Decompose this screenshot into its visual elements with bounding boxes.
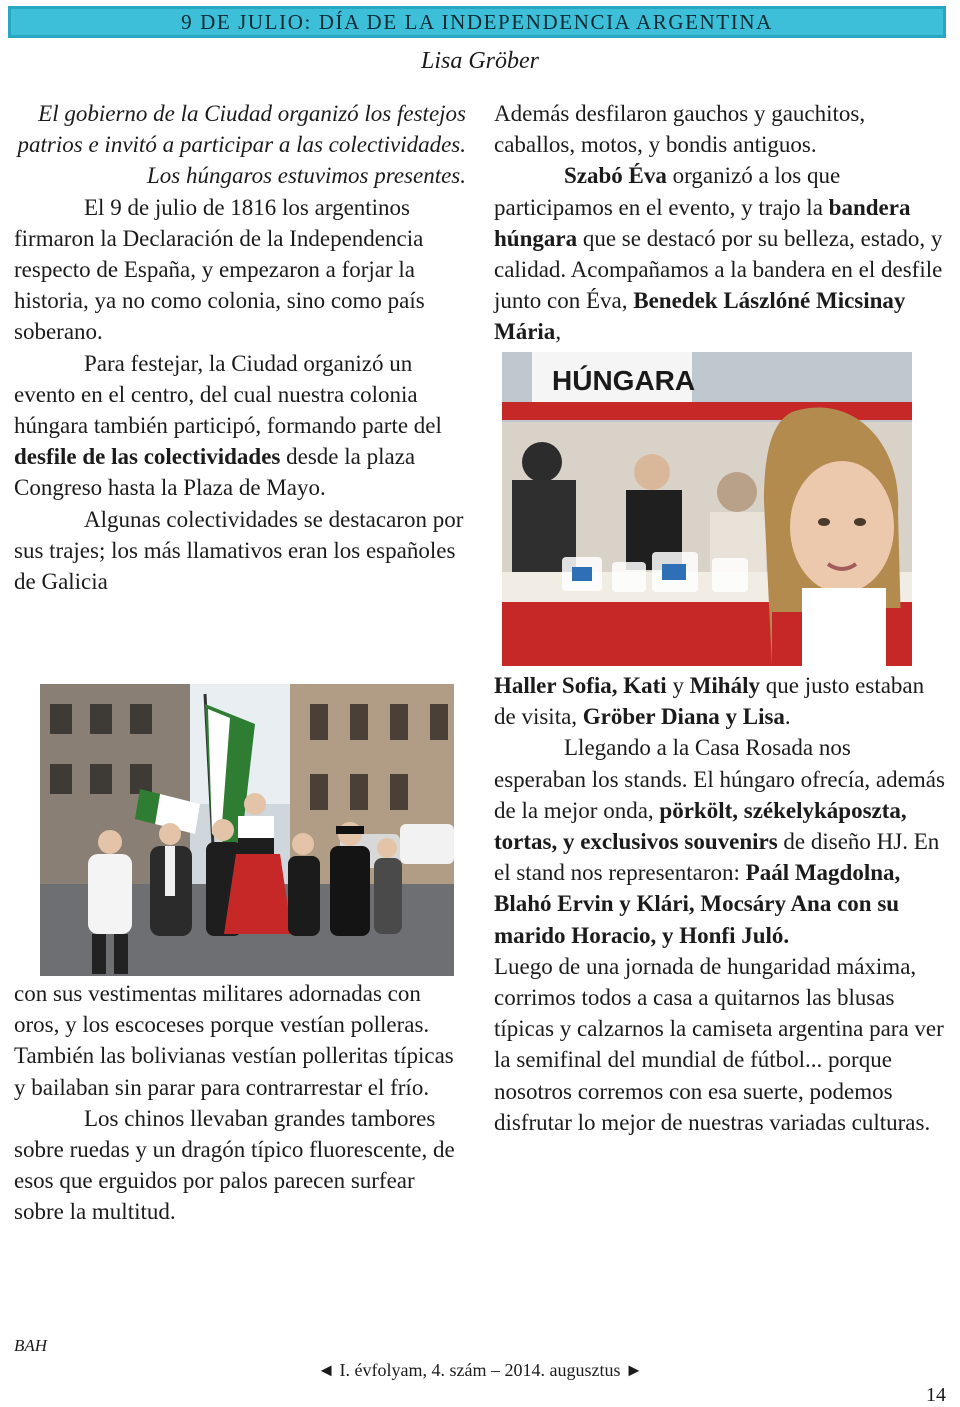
paragraph-stands: Llegando a la Casa Rosada nos esperaban los stands. El húngaro ofrecía, además de la mejor onda, pörkölt, székelykáposzta, tortas, y exclusivos souvenirs de diseño HJ. En el stand nos representaron: Paál Magdolna, Blahó Ervin y Klári, Mocsáry Ana con su marido Horacio, y Honfi Juló. [494, 735, 945, 948]
paragraph-dragon: Los chinos llevaban grandes tambores sobre ruedas y un dragón típico fluorescente, de esos que erguidos por palos parecen surfear sobre la multitud. [14, 1105, 455, 1225]
paragraph-celebration: Para festejar, la Ciudad organizó un evento en el centro, del cual nuestra colonia húngara también participó, formando parte del desfile de las colectividades desde la plaza Congreso hasta la Plaza de Mayo. [14, 350, 442, 501]
paragraph-closing: Luego de una jornada de hungaridad máxima, corrimos todos a casa a quitarnos las blusas típicas y calzarnos la camiseta argentina para ver la semifinal del mundial de fútbol... porque nosotros corremos con esa suerte, podemos disfrutar lo mejor de nuestras variadas culturas. [494, 953, 944, 1135]
article-author: Lisa Gröber [420, 48, 540, 74]
intro-paragraph: El gobierno de la Ciudad organizó los festejos patrios e invitó a participar a las colectividades. Los húngaros estuvimos presentes. [17, 101, 466, 189]
right-column-top [494, 98, 946, 348]
stand-photo-illustration [502, 352, 912, 666]
footer-publisher: BAH [14, 1336, 48, 1355]
paragraph-independence: El 9 de julio de 1816 los argentinos firmaron la Declaración de la Independencia respecto de España, y empezaron a forjar la historia, ya no como colonia, sino como país soberano. [14, 194, 425, 345]
left-column-bottom [14, 978, 466, 1228]
paragraph-gauchos: Además desfilaron gauchos y gauchitos, caballos, motos, y bondis antiguos. [494, 101, 866, 158]
parade-photo-illustration [40, 684, 454, 976]
parade-group-photo [40, 684, 454, 976]
footer-issue: ◄ I. évfolyam, 4. szám – 2014. augusztus ► [317, 1360, 643, 1380]
right-column-bottom [494, 670, 946, 1138]
paragraph-costumes: Algunas colectividades se destacaron por sus trajes; los más llamativos eran los españoles de Galicia [14, 506, 464, 595]
paragraph-uniforms: con sus vestimentas militares adornadas con oros, y los escoceses porque vestían polleras. También las bolivianas vestían polleritas típicas y bailaban sin parar para contrarrestar el frío. [14, 981, 454, 1100]
paragraph-visitors: Haller Sofia, Kati y Mihály que justo estaban de visita, Gröber Diana y Lisa. [494, 673, 925, 730]
stand-sign-text: HÚNGARA [552, 365, 696, 396]
article-title: 9 DE JULIO: DÍA DE LA INDEPENDENCIA ARGENTINA [8, 6, 946, 38]
page-number: 14 [926, 1384, 946, 1406]
stand-photo [502, 352, 912, 666]
paragraph-flag: Szabó Éva organizó a los que participamos en el evento, y trajo la bandera húngara que se destacó por su belleza, estado, y calidad. Acompañamos a la bandera en el desfile junto con Éva, Benedek Lászlóné Micsinay Mária, [494, 163, 943, 345]
left-column-top [14, 98, 466, 597]
